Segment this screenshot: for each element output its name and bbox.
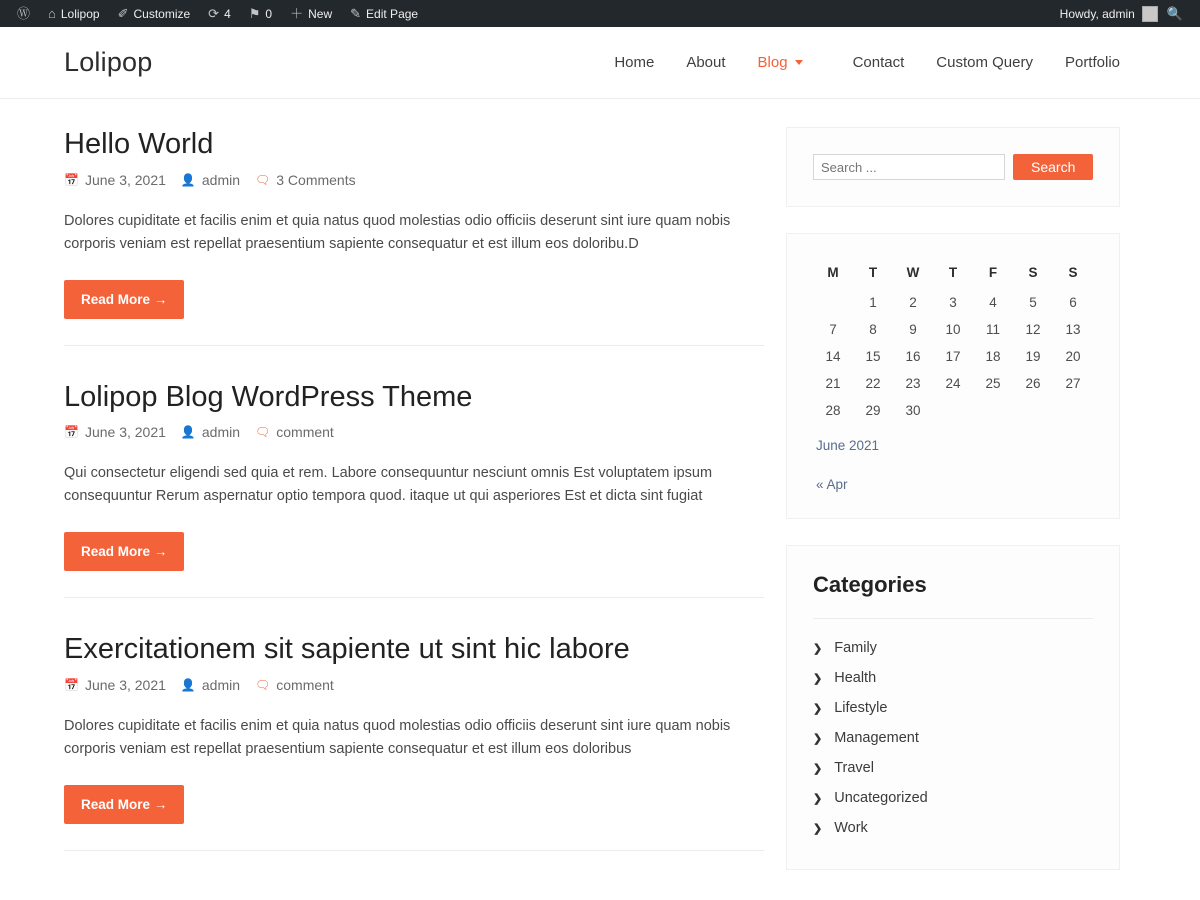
adminbar-howdy: Howdy, admin [1059, 6, 1135, 21]
calendar-day: 19 [1025, 349, 1041, 364]
adminbar-item-customize[interactable] [109, 0, 200, 27]
widget-calendar [786, 233, 1120, 519]
calendar-day: 5 [1029, 295, 1037, 310]
chevron-down-icon [795, 60, 803, 65]
calendar-day [1013, 397, 1053, 424]
search-form [813, 154, 1093, 180]
calendar-day: 1 [869, 295, 877, 310]
post-author-label: admin [201, 677, 241, 694]
adminbar-comments-count: 0 [265, 6, 273, 21]
post-excerpt: Dolores cupiditate et facilis enim et quia natus quod molestias odio officiis deserunt sint iure quam nobis corporis veniam est repellat praesentium sapiente consequatur et est illum eos doloribus [64, 718, 731, 757]
post-title[interactable]: Exercitationem sit sapiente ut sint hic labore [64, 633, 630, 666]
post-author-label: admin [201, 424, 241, 441]
category-link[interactable]: Management [834, 730, 919, 746]
chevron-right-icon: ❯ [813, 702, 823, 715]
adminbar-search-button[interactable] [1158, 0, 1192, 27]
calendar-week-row [813, 316, 1093, 343]
post-meta [64, 424, 764, 440]
adminbar-item-updates[interactable] [199, 0, 240, 27]
category-link[interactable]: Health [834, 670, 877, 686]
category-link[interactable]: Travel [834, 760, 874, 776]
calendar-day: 13 [1065, 322, 1081, 337]
calendar-day: 20 [1065, 349, 1081, 364]
post-comments[interactable] [255, 424, 334, 440]
calendar-weekday: M [827, 265, 839, 280]
post-list [64, 127, 764, 896]
nav-item-label: Blog [757, 54, 788, 71]
widget-title: Categories [813, 572, 927, 597]
post-comments[interactable] [255, 172, 356, 188]
category-link[interactable]: Work [834, 820, 868, 836]
post-author-label: admin [201, 171, 241, 188]
nav-item-portfolio[interactable] [1049, 54, 1136, 71]
post-date [64, 172, 166, 188]
read-more-button[interactable]: Read More → [64, 532, 184, 571]
adminbar-customize-label: Customize [133, 6, 191, 21]
plus-icon: ＋ [290, 6, 304, 21]
nav-item-label: Portfolio [1064, 54, 1120, 71]
read-more-button[interactable]: Read More → [64, 785, 184, 824]
read-more-button[interactable]: Read More → [64, 280, 184, 319]
calendar-day: 16 [905, 349, 921, 364]
post-excerpt: Dolores cupiditate et facilis enim et quia natus quod molestias odio officiis deserunt sint iure quam nobis corporis veniam est repellat praesentium sapiente consequatur et est illum eos doloribu.D [64, 212, 731, 252]
list-item[interactable] [813, 813, 1093, 843]
calendar-day: 14 [825, 349, 841, 364]
chevron-right-icon: ❯ [813, 642, 823, 655]
nav-item-about[interactable] [670, 54, 741, 71]
post-meta [64, 172, 764, 188]
nav-item-label: Contact [852, 54, 905, 71]
brush-icon: ✐ [117, 6, 129, 21]
calendar-icon: 📅 [64, 172, 79, 187]
calendar-day: 18 [985, 349, 1001, 364]
calendar-day: 6 [1069, 295, 1077, 310]
calendar-week-row [813, 397, 1093, 424]
calendar-day: 26 [1025, 376, 1041, 391]
calendar-icon: 📅 [64, 678, 79, 693]
calendar-day: 17 [945, 349, 961, 364]
calendar-weekday: W [906, 265, 920, 280]
post-title[interactable]: Lolipop Blog WordPress Theme [64, 380, 473, 413]
adminbar-item-wordpress[interactable] [8, 0, 39, 27]
site-title[interactable]: Lolipop [64, 47, 153, 77]
post-date [64, 677, 166, 693]
post-comments-label: comment [276, 424, 334, 441]
calendar-day: 22 [865, 376, 881, 391]
adminbar-item-edit-page[interactable] [341, 0, 427, 27]
calendar-week-row [813, 289, 1093, 316]
calendar-day: 9 [909, 322, 917, 337]
calendar-day: 27 [1065, 376, 1081, 391]
category-link[interactable]: Uncategorized [834, 790, 928, 806]
post-item [64, 127, 764, 346]
calendar-day: 2 [909, 295, 917, 310]
post-author [181, 677, 240, 693]
post-date-label: June 3, 2021 [84, 171, 166, 188]
divider [813, 618, 1093, 619]
list-item[interactable] [813, 633, 1093, 663]
post-comments[interactable] [255, 677, 334, 693]
calendar-prev-link[interactable] [813, 453, 1093, 492]
post-excerpt: Qui consectetur eligendi sed quia et rem. Labore consequuntur nesciunt omnis Est voluptatem ipsum consequuntur Rerum aspernatur optio tempora quod. itaque ut qui asperiores Est et dicta sint fugiat [64, 465, 713, 505]
list-item[interactable] [813, 663, 1093, 693]
calendar-week-row [813, 343, 1093, 370]
post-meta [64, 677, 764, 693]
home-icon: ⌂ [48, 6, 56, 21]
adminbar-item-new[interactable] [281, 0, 341, 27]
calendar-day: 8 [869, 322, 877, 337]
post-title[interactable]: Hello World [64, 128, 214, 160]
calendar-day: 21 [825, 376, 841, 391]
category-list [813, 633, 1093, 843]
chevron-right-icon: ❯ [813, 822, 823, 835]
list-item[interactable] [813, 693, 1093, 723]
adminbar-new-label: New [308, 6, 333, 21]
calendar-day: 12 [1025, 322, 1041, 337]
adminbar-item-comments[interactable] [240, 0, 281, 27]
user-icon: 👤 [180, 172, 196, 187]
adminbar-site-label: Lolipop [60, 6, 100, 21]
comment-icon: 🗨 [255, 678, 271, 693]
post-author [181, 424, 240, 440]
page-body [0, 99, 1200, 896]
nav-item-home[interactable] [598, 54, 670, 71]
nav-item-label: Home [614, 54, 655, 71]
search-button[interactable]: Search [1013, 154, 1093, 180]
adminbar-account-area[interactable] [1060, 6, 1158, 22]
calendar-caption: June 2021 [816, 438, 880, 453]
nav-item-label: About [686, 54, 726, 71]
nav-item-blog[interactable] [742, 54, 819, 71]
post-comments-label: comment [276, 677, 334, 694]
wordpress-icon: Ⓦ [17, 6, 31, 21]
comment-icon: 🗨 [255, 172, 271, 187]
wp-admin-bar [0, 0, 1200, 27]
widget-categories [786, 545, 1120, 870]
search-input[interactable] [813, 154, 1005, 180]
adminbar-item-site[interactable] [39, 0, 109, 27]
avatar [1142, 6, 1158, 22]
calendar-weekday: S [1068, 265, 1078, 280]
post-author [181, 172, 240, 188]
calendar-day: 28 [825, 403, 841, 418]
calendar-day: 29 [865, 403, 881, 418]
calendar-day: 4 [989, 295, 997, 310]
chevron-right-icon: ❯ [813, 792, 823, 805]
calendar-day [1053, 397, 1093, 424]
list-item[interactable] [813, 723, 1093, 753]
post-date [64, 424, 166, 440]
post-item [64, 632, 764, 851]
calendar-day: 24 [945, 376, 961, 391]
calendar-day: 23 [905, 376, 921, 391]
calendar-day: 15 [865, 349, 881, 364]
calendar-day: 7 [829, 322, 837, 337]
chevron-right-icon: ❯ [813, 732, 823, 745]
pencil-icon: ✎ [350, 6, 362, 21]
chevron-right-icon: ❯ [813, 762, 823, 775]
calendar-day: 11 [985, 322, 1000, 337]
nav-item-contact[interactable] [837, 54, 921, 71]
calendar-weekday: T [948, 265, 958, 280]
calendar-weekday: F [988, 265, 998, 280]
category-link[interactable]: Family [834, 640, 877, 656]
post-comments-label: 3 Comments [276, 171, 356, 188]
site-header [0, 27, 1200, 99]
nav-item-label: Custom Query [936, 54, 1033, 71]
calendar-day: 3 [949, 295, 957, 310]
calendar-icon: 📅 [64, 425, 79, 440]
list-item[interactable] [813, 783, 1093, 813]
calendar-day: 25 [985, 376, 1001, 391]
calendar-table [813, 260, 1093, 424]
primary-navigation [598, 54, 1136, 71]
list-item[interactable] [813, 753, 1093, 783]
post-date-label: June 3, 2021 [84, 424, 166, 441]
calendar-prev-label[interactable]: « Apr [816, 477, 848, 492]
calendar-weekday: S [1028, 265, 1038, 280]
user-icon: 👤 [180, 678, 196, 693]
updates-icon: ⟳ [208, 6, 220, 21]
post-date-label: June 3, 2021 [84, 677, 166, 694]
calendar-day [933, 397, 973, 424]
post-item [64, 380, 764, 599]
calendar-weekday: T [868, 265, 878, 280]
calendar-day [813, 289, 853, 316]
search-icon: 🔍 [1166, 6, 1183, 21]
adminbar-updates-count: 4 [224, 6, 231, 21]
calendar-day: 30 [905, 403, 921, 418]
adminbar-edit-page-label: Edit Page [366, 6, 419, 21]
comment-icon: 🗨 [255, 425, 271, 440]
widget-search [786, 127, 1120, 207]
calendar-week-row [813, 370, 1093, 397]
calendar-day: 10 [945, 322, 961, 337]
comment-icon: ⚑ [248, 6, 261, 21]
calendar-header-row [813, 260, 1093, 289]
nav-item-custom-query[interactable] [920, 54, 1049, 71]
user-icon: 👤 [180, 425, 196, 440]
calendar-day [973, 397, 1013, 424]
chevron-right-icon: ❯ [813, 672, 823, 685]
category-link[interactable]: Lifestyle [834, 700, 888, 716]
sidebar [786, 127, 1120, 896]
